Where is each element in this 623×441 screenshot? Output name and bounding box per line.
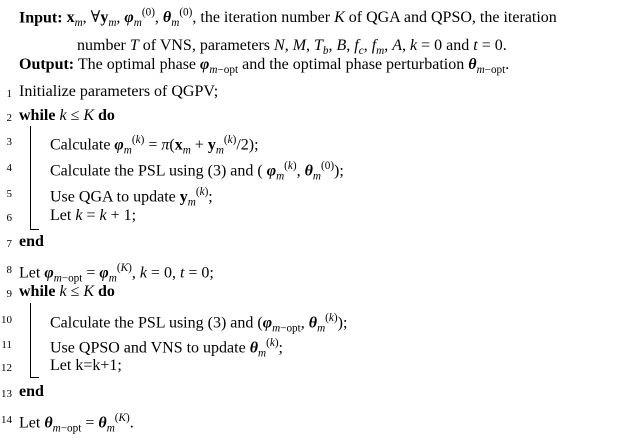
line-number: 9 <box>6 288 12 300</box>
line-text: Use QGA to update $y_m^{(k)}$; <box>50 186 213 209</box>
line-text: Let k = k + 1; <box>50 207 137 224</box>
line-number: 11 <box>1 339 12 351</box>
line-text: Initialize parameters of QGPV; <box>19 83 219 100</box>
line-text: Calculate the PSL using (3) and ($\varphi_{m-opt}$, $\theta_m^{(k)}$); <box>50 312 348 335</box>
line-text: end <box>19 383 44 400</box>
line-text: Let k=k+1; <box>50 357 122 374</box>
block-bar-end <box>30 377 39 378</box>
line-number: 2 <box>6 112 12 124</box>
line-text: Use QPSO and VNS to update $\theta_m^{(k)}$; <box>50 337 283 360</box>
input-text-line1: $x_m$, $\forall y_m$, $\varphi_m^{(0)}$, $\theta_m^{(0)}$, the iteration number K of QGA and QPSO, the iteration <box>66 7 557 30</box>
block-bar <box>30 126 31 230</box>
line-text: Let $\theta_{m-opt} = \theta_m^{(K)}$. <box>19 412 134 435</box>
line-text: Let $\varphi_{m-opt} = \varphi_m^{(K)}$, k = 0, t = 0; <box>19 262 214 285</box>
line-number: 4 <box>6 162 12 174</box>
line-number: 1 <box>6 88 12 100</box>
line-number: 13 <box>1 388 12 400</box>
algorithm-input <box>19 2 619 62</box>
line-number: 3 <box>6 136 12 148</box>
algorithm-output <box>19 54 619 81</box>
line-text: while k ≤ K do <box>19 283 115 300</box>
output-label: Output: <box>19 56 75 73</box>
line-number: 14 <box>1 414 12 426</box>
input-text-line2: number T of VNS, parameters N, M, $T_b$, B, $f_c$, $f_m$, A, k = 0 and t = 0. <box>77 36 507 57</box>
line-text: end <box>19 233 44 250</box>
line-number: 5 <box>6 188 12 200</box>
line-text: while k ≤ K do <box>19 107 115 124</box>
block-bar <box>30 303 31 378</box>
output-text: The optimal phase $\varphi_{m-opt}$ and the optimal phase perturbation $\theta_{m-opt}$. <box>77 56 510 77</box>
line-number: 12 <box>1 362 12 374</box>
line-number: 10 <box>1 314 12 326</box>
line-number: 7 <box>6 238 12 250</box>
line-number: 8 <box>6 264 12 276</box>
line-number: 6 <box>6 212 12 224</box>
input-label: Input: <box>19 9 63 27</box>
line-text: Calculate $\varphi_m^{(k)} = \pi(x_m + y_m^{(k)}/2)$; <box>50 134 259 157</box>
line-text: Calculate the PSL using (3) and ( $\varphi_m^{(k)}$, $\theta_m^{(0)}$); <box>50 160 344 183</box>
